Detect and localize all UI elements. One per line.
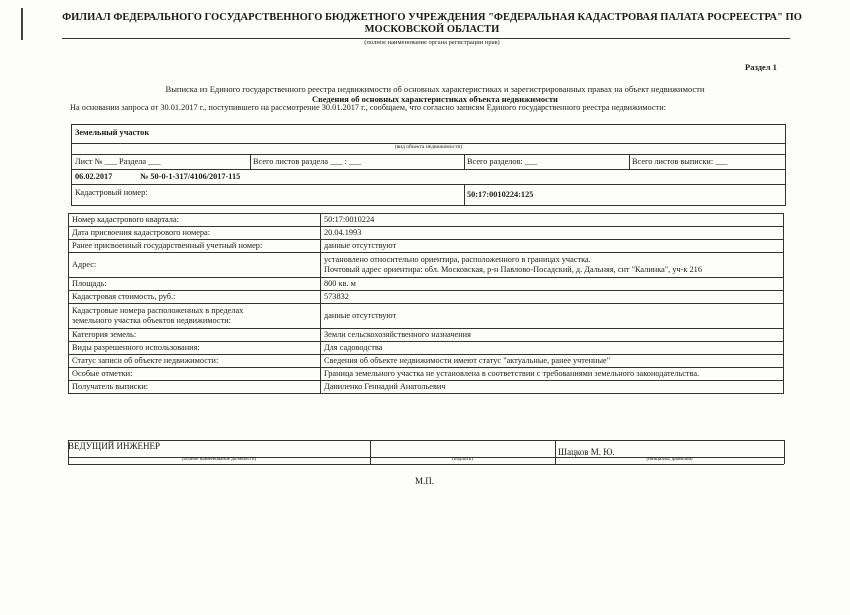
table-row xyxy=(69,329,784,342)
cadastral-number-value: 50:17:0010224:125 xyxy=(467,190,534,199)
row-label: Кадастровая стоимость, руб.: xyxy=(69,291,321,304)
table-row xyxy=(69,355,784,368)
table-row xyxy=(69,240,784,253)
org-name-caption: (полное наименование органа регистрации прав) xyxy=(364,39,500,46)
document-subtitle: Сведения об основных характеристиках объекта недвижимости xyxy=(312,94,558,104)
section-number: Раздел 1 xyxy=(745,62,777,72)
label-line-1: Кадастровые номера расположенных в пределах xyxy=(72,306,244,315)
org-name: ФИЛИАЛ ФЕДЕРАЛЬНОГО ГОСУДАРСТВЕННОГО БЮДЖЕТНОГО УЧРЕЖДЕНИЯ "ФЕДЕРАЛЬНАЯ КАДАСТРОВАЯ ПАЛАТА РОСРЕЕСТРА" ПО МОСКОВСКОЙ ОБЛАСТИ xyxy=(62,12,802,35)
row-value: данные отсутствуют xyxy=(321,240,784,253)
row-value: 800 кв. м xyxy=(321,278,784,291)
row-value: Граница земельного участка не установлена в соответствии с требованиями земельного законодательства. xyxy=(321,368,784,381)
row-label: Виды разрешенного использования: xyxy=(69,342,321,355)
row-value: Сведения об объекте недвижимости имеют статус "актуальные, ранее учтенные" xyxy=(321,355,784,368)
row-value: 573832 xyxy=(321,291,784,304)
table-row xyxy=(69,253,784,278)
table-row xyxy=(69,278,784,291)
table-row xyxy=(69,381,784,394)
object-type-caption: (вид объекта недвижимости) xyxy=(394,144,463,150)
signature-block xyxy=(68,440,784,465)
signer-name: Шацков М. Ю. xyxy=(558,447,615,457)
total-sheets-extract: Всего листов выписки: ___ xyxy=(632,157,728,166)
row-label xyxy=(69,304,321,329)
row-label: Особые отметки: xyxy=(69,368,321,381)
table-row xyxy=(69,214,784,227)
object-type: Земельный участок xyxy=(75,128,150,137)
row-value: Земли сельскохозяйственного назначения xyxy=(321,329,784,342)
cadastral-number-label: Кадастровый номер: xyxy=(75,188,148,197)
row-label: Площадь: xyxy=(69,278,321,291)
table-row xyxy=(69,291,784,304)
row-value: 50:17:0010224 xyxy=(321,214,784,227)
signer-position: ВЕДУЩИЙ ИНЖЕНЕР xyxy=(68,441,161,451)
row-label: Дата присвоения кадастрового номера: xyxy=(69,227,321,240)
extract-date: 06.02.2017 xyxy=(75,172,113,181)
table-row xyxy=(69,304,784,329)
row-value: Для садоводства xyxy=(321,342,784,355)
row-label: Получатель выписки: xyxy=(69,381,321,394)
name-caption: (инициалы, фамилия) xyxy=(646,457,693,462)
table-row xyxy=(69,368,784,381)
row-label: Номер кадастрового квартала: xyxy=(69,214,321,227)
row-value xyxy=(321,253,784,278)
row-value: 20.04.1993 xyxy=(321,227,784,240)
table-row xyxy=(69,227,784,240)
row-label: Статус записи об объекте недвижимости: xyxy=(69,355,321,368)
row-label: Ранее присвоенный государственный учетный номер: xyxy=(69,240,321,253)
extract-number: № 50-0-1-317/4106/2017-115 xyxy=(140,172,241,181)
row-value: Даниленко Геннадий Анатольевич xyxy=(321,381,784,394)
address-line-1: установлено относительно ориентира, расположенного в границах участка. xyxy=(324,255,591,264)
position-caption: (полное наименование должности) xyxy=(181,457,257,462)
total-sections: Всего разделов: ___ xyxy=(467,157,538,166)
sheet-number: Лист № ___ Раздела ___ xyxy=(75,157,161,166)
row-value: данные отсутствуют xyxy=(321,304,784,329)
object-header-block xyxy=(71,124,786,206)
row-label: Адрес: xyxy=(69,253,321,278)
total-sheets-section: Всего листов раздела ___ : ___ xyxy=(253,157,362,166)
row-label: Категория земель: xyxy=(69,329,321,342)
label-line-2: земельного участка объектов недвижимости: xyxy=(72,316,231,325)
intro-paragraph: На основании запроса от 30.01.2017 г., поступившего на рассмотрение 30.01.2017 г., сообщаем, что согласно записям Единого государственного реестра недвижимости: xyxy=(70,103,666,112)
stamp-place: М.П. xyxy=(415,476,435,486)
signature-caption: (подпись) xyxy=(452,457,473,462)
scan-margin-mark xyxy=(21,8,23,40)
table-row xyxy=(69,342,784,355)
address-line-2: Почтовый адрес ориентира: обл. Московская, р-н Павлово-Посадский, д. Дальняя, снт "Калинка", уч-к 216 xyxy=(324,265,702,274)
characteristics-table xyxy=(68,213,784,394)
document-title: Выписка из Единого государственного реестра недвижимости об основных характеристиках и зарегистрированных правах на объект недвижимости xyxy=(165,84,705,94)
